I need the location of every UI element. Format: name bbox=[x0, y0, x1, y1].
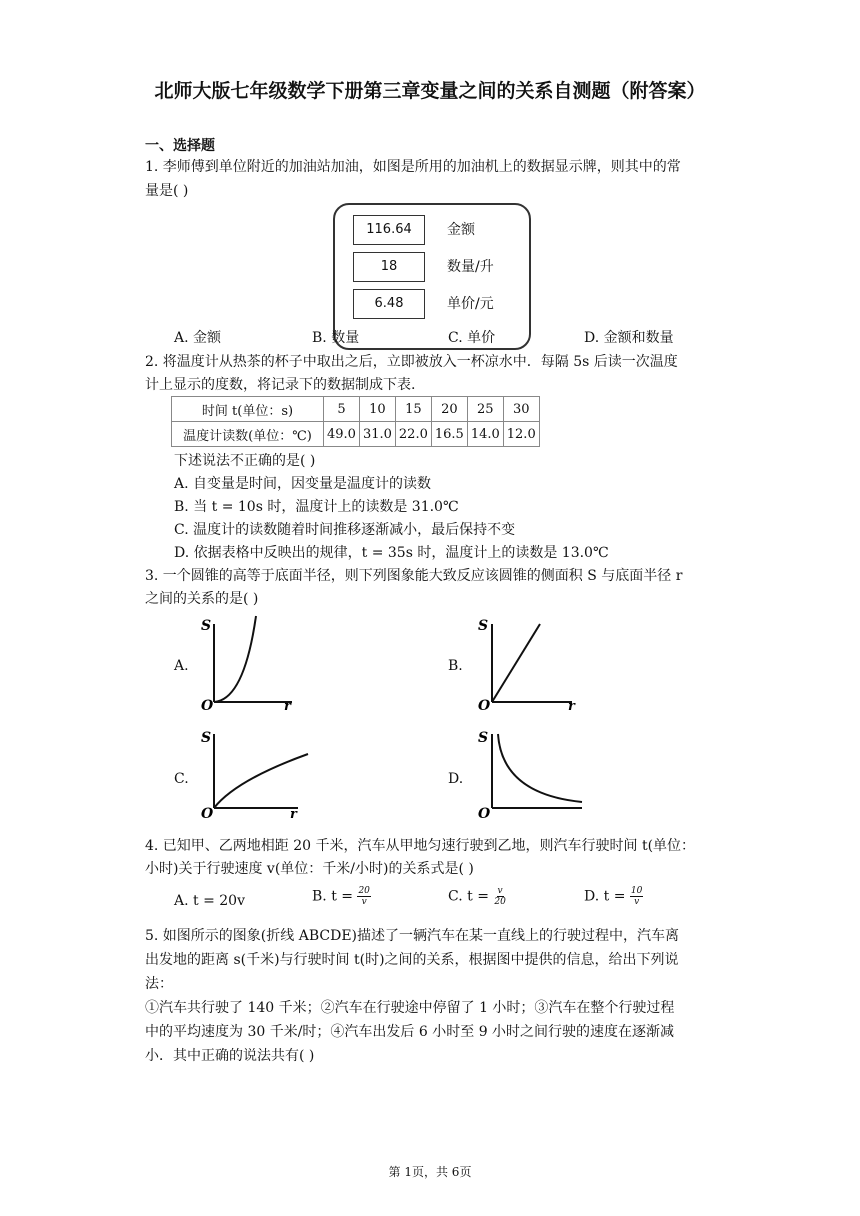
q2-option-a: A. 自变量是时间，因变量是温度计的读数 bbox=[174, 476, 432, 492]
origin-label: O bbox=[478, 806, 491, 822]
table-cell: 5 bbox=[324, 397, 360, 422]
fraction bbox=[630, 886, 643, 907]
q1-option-c: C. 单价 bbox=[448, 330, 496, 346]
q4-option-d-prefix: D. t = bbox=[584, 888, 630, 905]
table-cell: 22.0 bbox=[395, 422, 431, 447]
table-row bbox=[172, 397, 540, 422]
page-footer: 第 1页，共 6页 bbox=[388, 1165, 472, 1179]
q1-stem-line2: 量是( ) bbox=[145, 183, 189, 199]
numerator: v bbox=[497, 886, 503, 896]
q5-stem-line4: ①汽车共行驶了 140 千米；②汽车在行驶途中停留了 1 小时；③汽车在整个行驶过程 bbox=[145, 1000, 675, 1016]
axis-x-label: r bbox=[290, 807, 297, 822]
q4-stem-line1: 4. 已知甲、乙两地相距 20 千米，汽车从甲地匀速行驶到乙地，则汽车行驶时间 t(单位： bbox=[145, 838, 696, 854]
q2-option-b: B. 当 t = 10s 时，温度计上的读数是 31.0℃ bbox=[174, 499, 459, 515]
q2-stem-line1: 2. 将温度计从热茶的杯子中取出之后，立即被放入一杯凉水中．每隔 5s 后读一次温度 bbox=[145, 354, 678, 370]
denominator: v bbox=[361, 897, 367, 907]
price-value-box: 6.48 bbox=[353, 289, 425, 319]
graph-c bbox=[196, 724, 316, 824]
q2-option-d: D. 依据表格中反映出的规律，t = 35s 时，温度计上的读数是 13.0℃ bbox=[174, 545, 609, 561]
denominator: v bbox=[634, 897, 640, 907]
amount-value-box: 116.64 bbox=[353, 215, 425, 245]
q2-stem-line2: 计上显示的度数，将记录下的数据制成下表. bbox=[145, 377, 416, 393]
axis-y-label: S bbox=[478, 618, 489, 634]
q5-stem-line1: 5. 如图所示的图象(折线 ABCDE)描述了一辆汽车在某一直线上的行驶过程中，汽车离 bbox=[145, 928, 679, 944]
q4-stem-line2: 小时)关于行驶速度 v(单位：千米/小时)的关系式是( ) bbox=[145, 861, 474, 877]
q1-stem-line1: 1. 李师傅到单位附近的加油站加油，如图是所用的加油机上的数据显示牌，则其中的常 bbox=[145, 159, 681, 175]
axis-y-label: S bbox=[478, 730, 489, 746]
fraction bbox=[357, 886, 370, 907]
q4-option-b-prefix: B. t = bbox=[312, 888, 358, 905]
axis-y-label: S bbox=[201, 730, 212, 746]
q4-option-a: A. t = 20v bbox=[174, 893, 245, 909]
numerator: 10 bbox=[630, 886, 643, 896]
quantity-label: 数量/升 bbox=[447, 259, 494, 275]
axis-x-label: r bbox=[568, 699, 575, 712]
q5-stem-line6: 小．其中正确的说法共有( ) bbox=[145, 1048, 315, 1064]
table-header-temperature: 温度计读数(单位：℃) bbox=[172, 422, 324, 447]
numerator: 20 bbox=[358, 886, 370, 896]
page-title: 北师大版七年级数学下册第三章变量之间的关系自测题（附答案） bbox=[154, 80, 706, 102]
q5-stem-line2: 出发地的距离 s(千米)与行驶时间 t(时)之间的关系，根据图中提供的信息，给出下列说 bbox=[145, 952, 679, 968]
q1-option-b: B. 数量 bbox=[312, 330, 360, 346]
q5-stem-line5: 中的平均速度为 30 千米/时；④汽车出发后 6 小时至 9 小时之间行驶的速度在逐渐减 bbox=[145, 1024, 675, 1040]
graph-b bbox=[474, 612, 584, 712]
denominator: 20 bbox=[494, 897, 506, 907]
q3-stem-line1: 3. 一个圆锥的高等于底面半径，则下列图象能大致反应该圆锥的侧面积 S 与底面半径 r bbox=[145, 568, 683, 584]
table-cell: 20 bbox=[431, 397, 467, 422]
q1-option-d: D. 金额和数量 bbox=[584, 330, 674, 346]
table-header-time: 时间 t(单位：s) bbox=[172, 397, 324, 422]
table-cell: 15 bbox=[395, 397, 431, 422]
origin-label: O bbox=[201, 698, 214, 712]
q3-stem-line2: 之间的关系的是( ) bbox=[145, 591, 259, 607]
q4-option-c bbox=[448, 886, 507, 907]
origin-label: O bbox=[201, 806, 214, 822]
table-cell: 30 bbox=[503, 397, 539, 422]
amount-label: 金额 bbox=[447, 222, 475, 238]
q4-option-c-prefix: C. t = bbox=[448, 888, 494, 905]
graph-a bbox=[196, 612, 306, 712]
graph-d bbox=[474, 724, 594, 824]
q3-option-c-label: C. bbox=[174, 771, 189, 787]
temperature-table bbox=[171, 396, 540, 447]
q2-option-c: C. 温度计的读数随着时间推移逐渐减小，最后保持不变 bbox=[174, 522, 516, 538]
q3-option-d-label: D. bbox=[448, 771, 464, 787]
origin-label: O bbox=[478, 698, 491, 712]
q3-option-b-label: B. bbox=[448, 658, 463, 674]
q3-option-a-label: A. bbox=[174, 658, 189, 674]
table-cell: 25 bbox=[467, 397, 503, 422]
table-cell: 10 bbox=[359, 397, 395, 422]
fraction bbox=[493, 886, 506, 907]
fuel-display-board bbox=[333, 203, 531, 350]
price-label: 单价/元 bbox=[447, 296, 494, 312]
q4-option-d bbox=[584, 886, 643, 907]
table-row bbox=[172, 422, 540, 447]
axis-y-label: S bbox=[201, 618, 212, 634]
q2-prompt: 下述说法不正确的是( ) bbox=[174, 453, 316, 469]
q4-option-b bbox=[312, 886, 371, 907]
table-cell: 14.0 bbox=[467, 422, 503, 447]
table-cell: 16.5 bbox=[431, 422, 467, 447]
q1-option-a: A. 金额 bbox=[174, 330, 222, 346]
table-cell: 12.0 bbox=[503, 422, 539, 447]
section-heading: 一、选择题 bbox=[145, 138, 215, 154]
quantity-value-box: 18 bbox=[353, 252, 425, 282]
axis-x-label: r bbox=[284, 699, 291, 712]
table-cell: 49.0 bbox=[324, 422, 360, 447]
q5-stem-line3: 法： bbox=[145, 976, 173, 992]
table-cell: 31.0 bbox=[359, 422, 395, 447]
